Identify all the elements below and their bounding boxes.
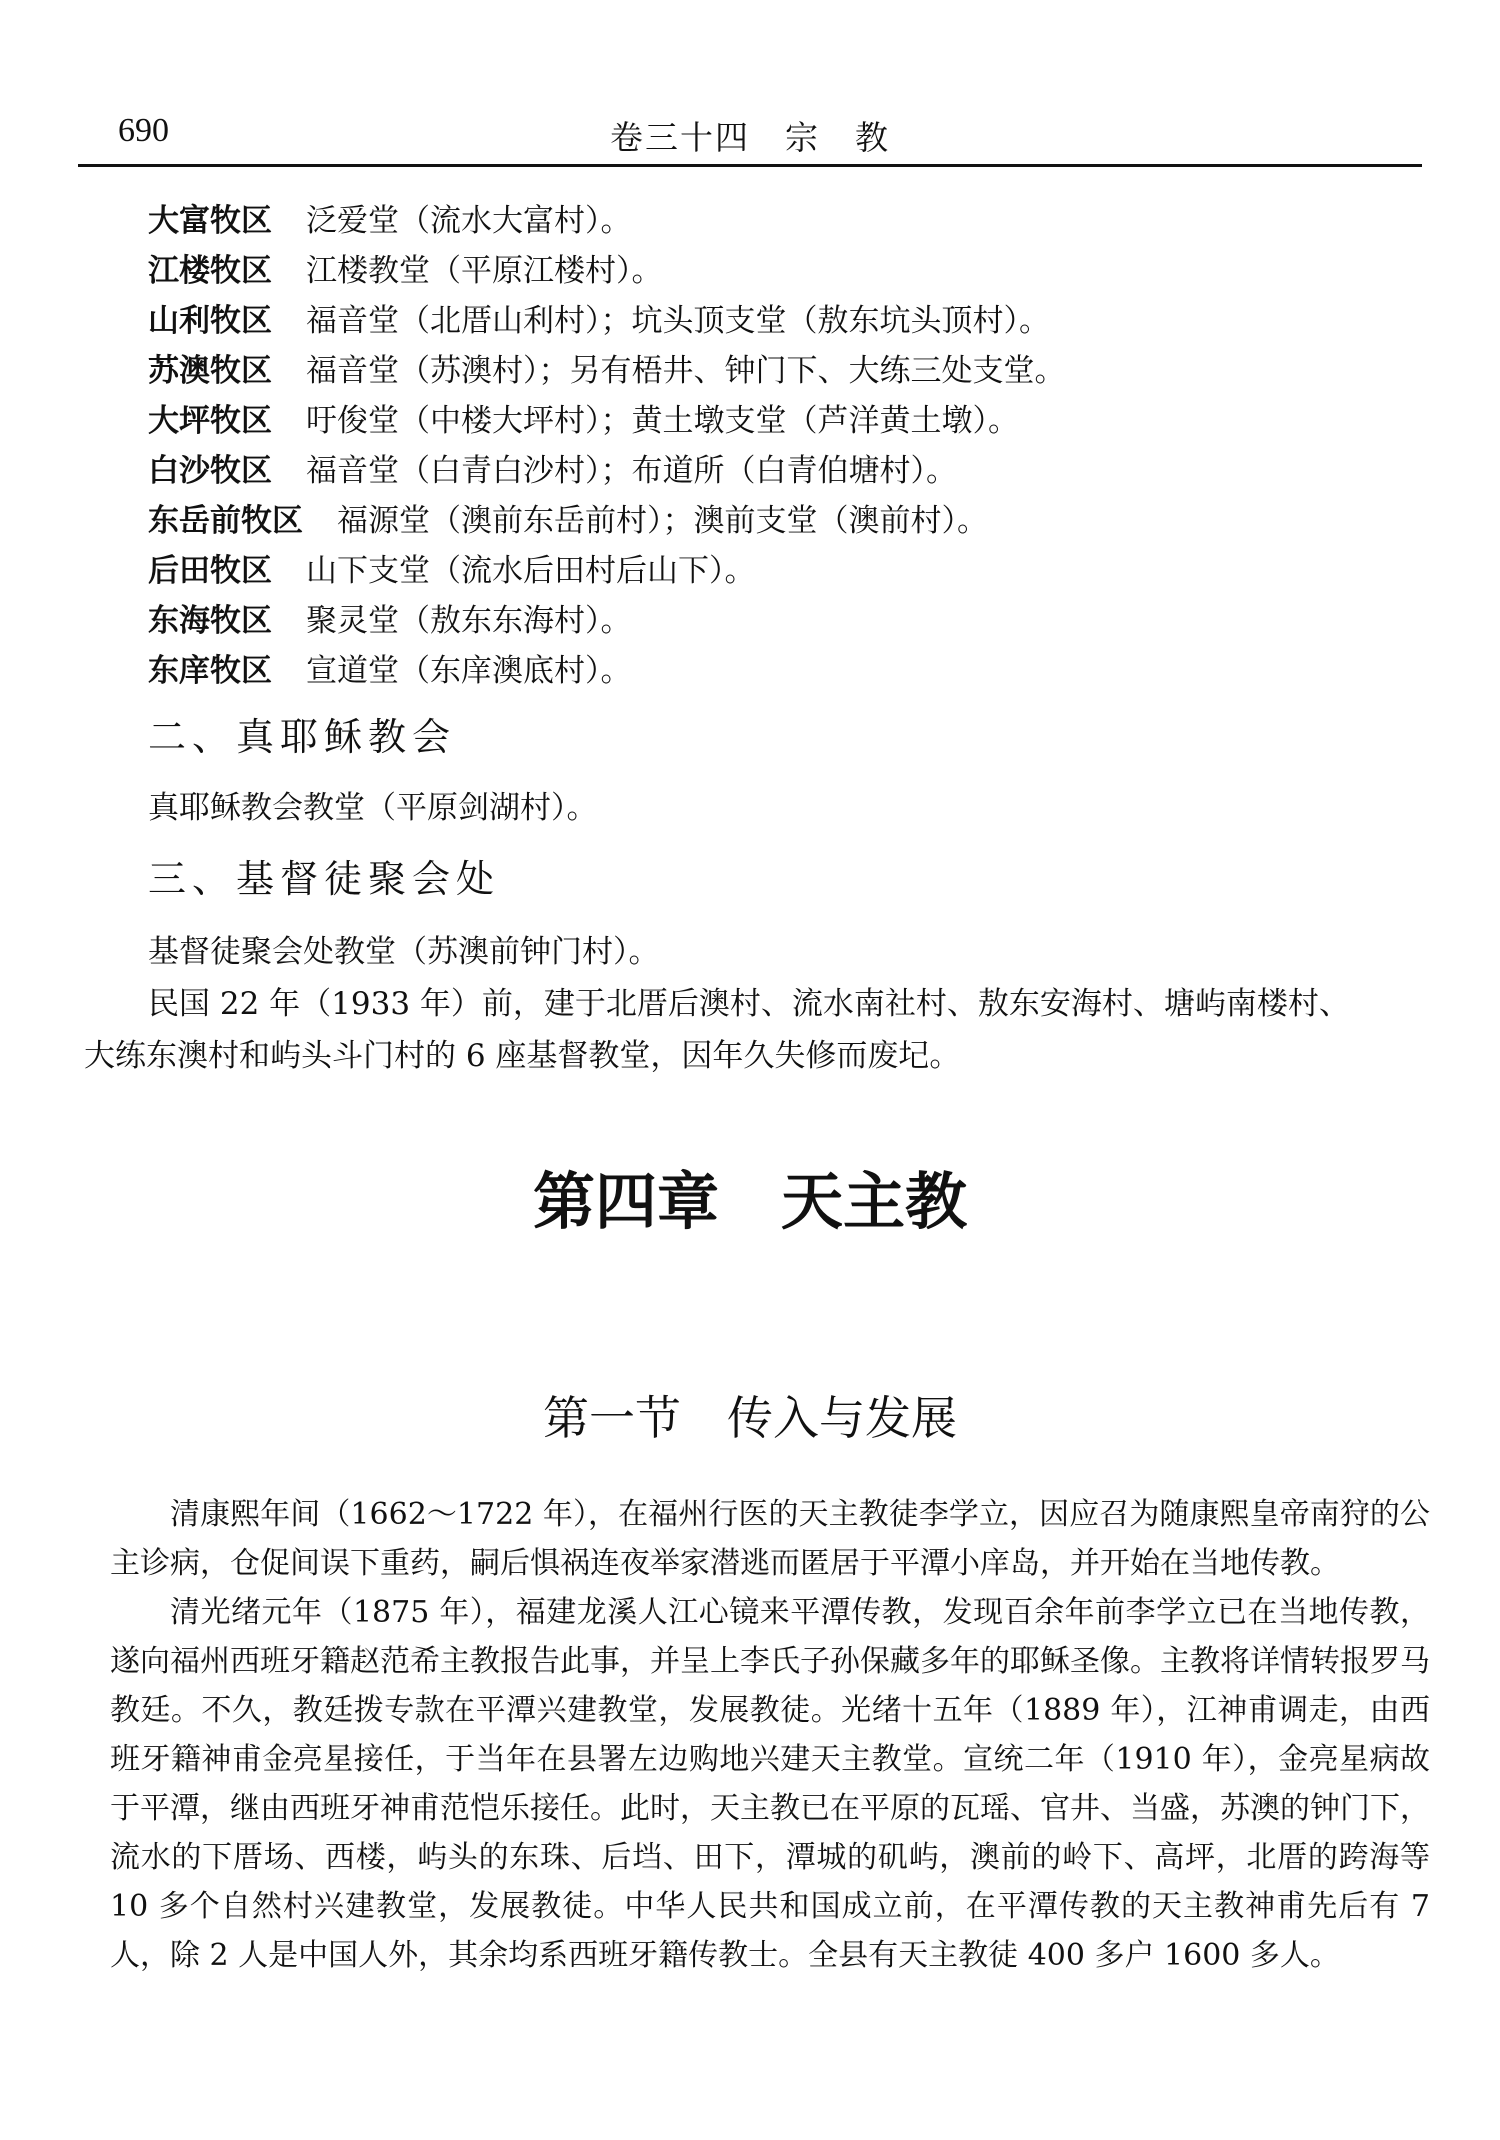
running-head: 卷三十四 宗 教 xyxy=(610,118,890,157)
parish-desc: 聚灵堂（敖东东海村）。 xyxy=(306,603,632,639)
list-item xyxy=(148,396,1408,446)
assembly-hall-text: 基督徒聚会处教堂（苏澳前钟门村）。 xyxy=(148,934,660,970)
note-line-2: 大练东澳村和屿头斗门村的 6 座基督教堂，因年久失修而废圮。 xyxy=(84,1038,961,1074)
section-heading-true-jesus-church: 二、真耶稣教会 xyxy=(148,715,457,759)
list-item xyxy=(148,646,1408,696)
parish-desc: 吁俊堂（中楼大坪村）；黄土墩支堂（芦洋黄土墩）。 xyxy=(306,403,1019,439)
parish-desc: 福源堂（澳前东岳前村）；澳前支堂（澳前村）。 xyxy=(337,503,988,539)
parish-name: 江楼牧区 xyxy=(148,253,272,289)
true-jesus-church-text: 真耶稣教会教堂（平原剑湖村）。 xyxy=(148,790,598,826)
parish-desc: 福音堂（白青白沙村）；布道所（白青伯塘村）。 xyxy=(306,453,957,489)
paragraph: 清光绪元年（1875 年），福建龙溪人江心镜来平潭传教，发现百余年前李学立已在当地传教，遂向福州西班牙籍赵范希主教报告此事，并呈上李氏子孙保藏多年的耶稣圣像。主教将详情转报罗马教廷。不久，教廷拨专款在平潭兴建教堂，发展教徒。光绪十五年（1889 年），江神甫调走，由西班牙籍神甫金亮星接任，于当年在县署左边购地兴建天主教堂。宣统二年（1910 年），金亮星病故于平潭，继由西班牙神甫范恺乐接任。此时，天主教已在平原的瓦瑶、官井、当盛，苏澳的钟门下，流水的下厝场、西楼，屿头的东珠、后垱、田下，潭城的矶屿，澳前的岭下、高坪，北厝的跨海等 10 多个自然村兴建教堂，发展教徒。中华人民共和国成立前，在平潭传教的天主教神甫先后有 7 人，除 2 人是中国人外，其余均系西班牙籍传教士。全县有天主教徒 400 多户 1600 多人。 xyxy=(110,1595,1430,1973)
section-heading-assembly-hall: 三、基督徒聚会处 xyxy=(148,857,501,901)
parish-desc: 泛爱堂（流水大富村）。 xyxy=(306,203,632,239)
paragraph: 清康熙年间（1662～1722 年），在福州行医的天主教徒李学立，因应召为随康熙皇帝南狩的公主诊病，仓促间误下重药，嗣后惧祸连夜举家潜逃而匿居于平潭小庠岛，并开始在当地传教。 xyxy=(110,1497,1430,1581)
note-line-1: 民国 22 年（1933 年）前，建于北厝后澳村、流水南社村、敖东安海村、塘屿南楼村、 xyxy=(148,986,1350,1022)
parish-desc: 山下支堂（流水后田村后山下）。 xyxy=(306,553,756,589)
list-item xyxy=(148,596,1408,646)
chapter-title: 第四章 天主教 xyxy=(532,1165,967,1238)
section-title: 第一节 传入与发展 xyxy=(543,1391,957,1445)
list-item xyxy=(148,446,1408,496)
parish-desc: 福音堂（北厝山利村）；坑头顶支堂（敖东坑头顶村）。 xyxy=(306,303,1050,339)
parish-list xyxy=(148,196,1408,696)
parish-name: 大富牧区 xyxy=(148,203,272,239)
parish-name: 苏澳牧区 xyxy=(148,353,272,389)
parish-name: 大坪牧区 xyxy=(148,403,272,439)
list-item xyxy=(148,346,1408,396)
parish-name: 后田牧区 xyxy=(148,553,272,589)
parish-name: 东庠牧区 xyxy=(148,653,272,689)
parish-name: 白沙牧区 xyxy=(148,453,272,489)
parish-name: 山利牧区 xyxy=(148,303,272,339)
body-text xyxy=(110,1490,1430,1980)
list-item xyxy=(148,196,1408,246)
list-item xyxy=(148,296,1408,346)
list-item xyxy=(148,496,1408,546)
parish-name: 东海牧区 xyxy=(148,603,272,639)
list-item xyxy=(148,246,1408,296)
page-number: 690 xyxy=(118,112,169,149)
parish-desc: 宣道堂（东庠澳底村）。 xyxy=(306,653,632,689)
page-header xyxy=(78,108,1422,167)
parish-name: 东岳前牧区 xyxy=(148,503,303,539)
parish-desc: 福音堂（苏澳村）；另有梧井、钟门下、大练三处支堂。 xyxy=(306,353,1066,389)
parish-desc: 江楼教堂（平原江楼村）。 xyxy=(306,253,663,289)
list-item xyxy=(148,546,1408,596)
